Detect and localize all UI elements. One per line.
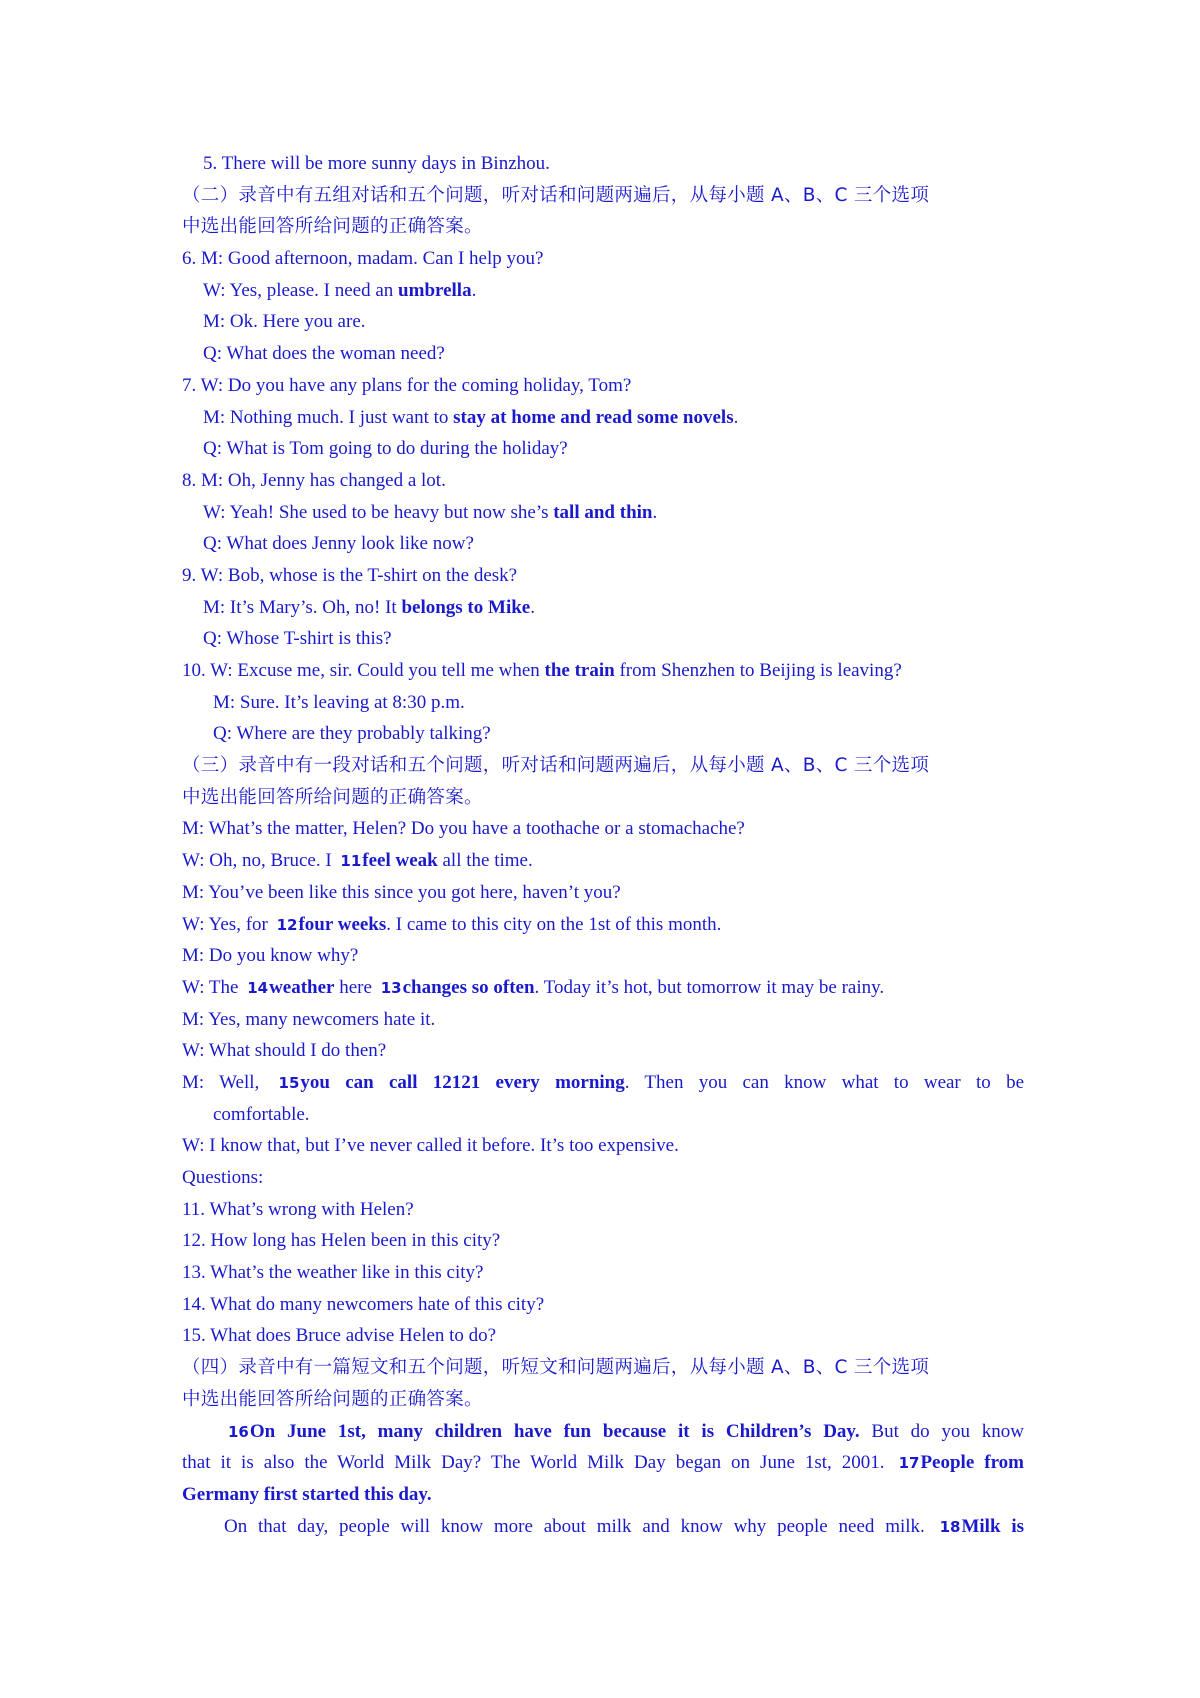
text-run: 14. What do many newcomers hate of this city?	[182, 1293, 545, 1315]
line	[182, 1162, 1024, 1194]
text-run: （二）录音中有五组对话和五个问题，听对话和问题两遍后，从每小题 A、B、C 三个选项	[182, 184, 930, 206]
line	[182, 1035, 1024, 1067]
answer-key-text: four weeks	[298, 913, 387, 935]
paragraph-line	[182, 1416, 1024, 1448]
line	[182, 592, 1024, 624]
text-run: M: Nothing much. I just want to	[203, 406, 454, 428]
text-run: M: It’s Mary’s. Oh, no! It	[203, 596, 402, 618]
question-marker: 18	[939, 1517, 961, 1536]
text-run: that it is also the World Milk Day? The World Milk Day began on June 1st, 2001.	[182, 1452, 895, 1474]
question-marker: 15	[278, 1073, 300, 1092]
text-run: here	[334, 976, 377, 998]
question-line	[182, 1257, 1024, 1289]
section-heading	[182, 1352, 1024, 1384]
section-heading	[182, 1384, 1024, 1416]
answer-key-text: feel weak	[362, 850, 438, 872]
paragraph-line	[182, 1511, 1024, 1543]
line	[182, 909, 1024, 941]
text-run: On that day, people will know more about milk and know why people need milk.	[224, 1515, 936, 1537]
line	[182, 465, 1024, 497]
question-marker: 11	[340, 852, 362, 871]
line	[182, 370, 1024, 402]
line	[182, 402, 1024, 434]
text-run: .	[530, 596, 535, 618]
text-run: Q: What does the woman need?	[203, 343, 445, 365]
line	[182, 338, 1024, 370]
text-run: 中选出能回答所给问题的正确答案。	[182, 786, 483, 808]
text-run: Q: Whose T-shirt is this?	[203, 628, 392, 650]
line	[182, 560, 1024, 592]
line	[182, 877, 1024, 909]
text-run: 7. W: Do you have any plans for the coming holiday, Tom?	[182, 374, 632, 396]
line	[182, 243, 1024, 275]
answer-key-text: Germany first started this day.	[182, 1483, 432, 1505]
line	[182, 813, 1024, 845]
line	[182, 845, 1024, 877]
question-marker: 14	[247, 978, 269, 997]
section-heading	[182, 782, 1024, 814]
section-heading	[182, 211, 1024, 243]
text-run: W: I know that, but I’ve never called it before. It’s too expensive.	[182, 1135, 679, 1157]
question-line	[182, 1225, 1024, 1257]
text-run: M: You’ve been like this since you got here, haven’t you?	[182, 881, 621, 903]
line	[182, 655, 1024, 687]
line	[182, 1099, 1024, 1131]
line	[182, 433, 1024, 465]
answer-key-text: the train	[544, 660, 615, 681]
answer-key-text: Milk is	[961, 1515, 1024, 1537]
answer-key-text: tall and thin	[553, 501, 653, 523]
text-run: . Today it’s hot, but tomorrow it may be rainy.	[534, 976, 885, 998]
text-run: 10. W: Excuse me, sir. Could you tell me when	[182, 660, 545, 681]
paragraph-line	[182, 1479, 1024, 1511]
text-run: from Shenzhen to Beijing is leaving?	[614, 660, 902, 681]
answer-key-text: People from	[920, 1452, 1024, 1474]
line	[182, 940, 1024, 972]
text-run: W: Yes, for	[182, 913, 273, 935]
text-run: Questions:	[182, 1167, 264, 1188]
text-run: 中选出能回答所给问题的正确答案。	[182, 216, 483, 238]
answer-key-text: stay at home and read some novels	[453, 406, 734, 428]
line	[182, 275, 1024, 307]
text-run: M: Do you know why?	[182, 945, 359, 967]
line	[182, 1004, 1024, 1036]
line	[182, 687, 1024, 719]
question-marker: 12	[276, 915, 298, 934]
text-run: M: What’s the matter, Helen? Do you have a toothache or a stomachache?	[182, 818, 745, 840]
question-marker: 16	[228, 1422, 249, 1441]
text-run: But do you know	[859, 1420, 1024, 1442]
answer-key-text: umbrella	[398, 279, 472, 301]
text-run: 11. What’s wrong with Helen?	[182, 1198, 414, 1220]
line	[182, 148, 1024, 180]
text-run: 12. How long has Helen been in this city?	[182, 1230, 501, 1252]
text-run: W: What should I do then?	[182, 1040, 387, 1062]
text-run: . I came to this city on the 1st of this month.	[386, 913, 722, 935]
question-line	[182, 1289, 1024, 1321]
line	[182, 1067, 1024, 1099]
paragraph-line	[182, 1447, 1024, 1479]
text-run: Q: What is Tom going to do during the holiday?	[203, 438, 568, 460]
answer-key-text: you can call 12121 every morning	[300, 1071, 625, 1093]
text-run: W: Oh, no, Bruce. I	[182, 850, 337, 872]
answer-key-text: On June 1st, many children have fun because it is Children’s Day.	[249, 1420, 860, 1442]
question-marker: 17	[898, 1454, 920, 1473]
answer-key-text: belongs to Mike	[401, 596, 531, 618]
question-line	[182, 1194, 1024, 1226]
line	[182, 718, 1024, 750]
answer-key-text: weather	[269, 976, 335, 998]
line	[182, 623, 1024, 655]
text-run: M: Yes, many newcomers hate it.	[182, 1008, 436, 1030]
text-run: W: The	[182, 976, 244, 998]
text-run: comfortable.	[213, 1103, 310, 1125]
line	[182, 972, 1024, 1004]
line	[182, 306, 1024, 338]
line	[182, 497, 1024, 529]
text-run: （三）录音中有一段对话和五个问题，听对话和问题两遍后，从每小题 A、B、C 三个选项	[182, 755, 930, 777]
text-run: W: Yeah! She used to be heavy but now she’s	[203, 501, 554, 523]
text-run: 8. M: Oh, Jenny has changed a lot.	[182, 469, 446, 491]
text-run: 13. What’s the weather like in this city?	[182, 1262, 484, 1284]
line	[182, 1130, 1024, 1162]
section-heading	[182, 180, 1024, 212]
text-run: .	[652, 501, 658, 523]
text-run: 15. What does Bruce advise Helen to do?	[182, 1325, 497, 1347]
text-run: 6. M: Good afternoon, madam. Can I help you?	[182, 248, 544, 270]
text-run: Q: What does Jenny look like now?	[203, 533, 474, 555]
answer-key-text: changes so often	[402, 976, 535, 998]
text-run: . Then you can know what to wear to be	[624, 1071, 1025, 1093]
question-line	[182, 1320, 1024, 1352]
text-run: （四）录音中有一篇短文和五个问题，听短文和问题两遍后，从每小题 A、B、C 三个选项	[182, 1357, 930, 1379]
text-run: .	[471, 279, 477, 301]
text-run: M: Sure. It’s leaving at 8:30 p.m.	[213, 691, 465, 713]
line	[182, 528, 1024, 560]
text-run: .	[733, 406, 739, 428]
text-run: M: Ok. Here you are.	[203, 311, 366, 333]
section-heading	[182, 750, 1024, 782]
listening-transcript	[182, 148, 1024, 1542]
text-run: W: Yes, please. I need an	[203, 279, 399, 301]
text-run: all the time.	[437, 850, 533, 872]
text-run: M: Well,	[182, 1071, 275, 1093]
question-marker: 13	[380, 978, 402, 997]
text-run: Q: Where are they probably talking?	[213, 723, 491, 745]
text-run: 中选出能回答所给问题的正确答案。	[182, 1388, 483, 1410]
text-run: 9. W: Bob, whose is the T-shirt on the desk?	[182, 564, 518, 586]
text-run: 5. There will be more sunny days in Binzhou.	[203, 153, 550, 174]
